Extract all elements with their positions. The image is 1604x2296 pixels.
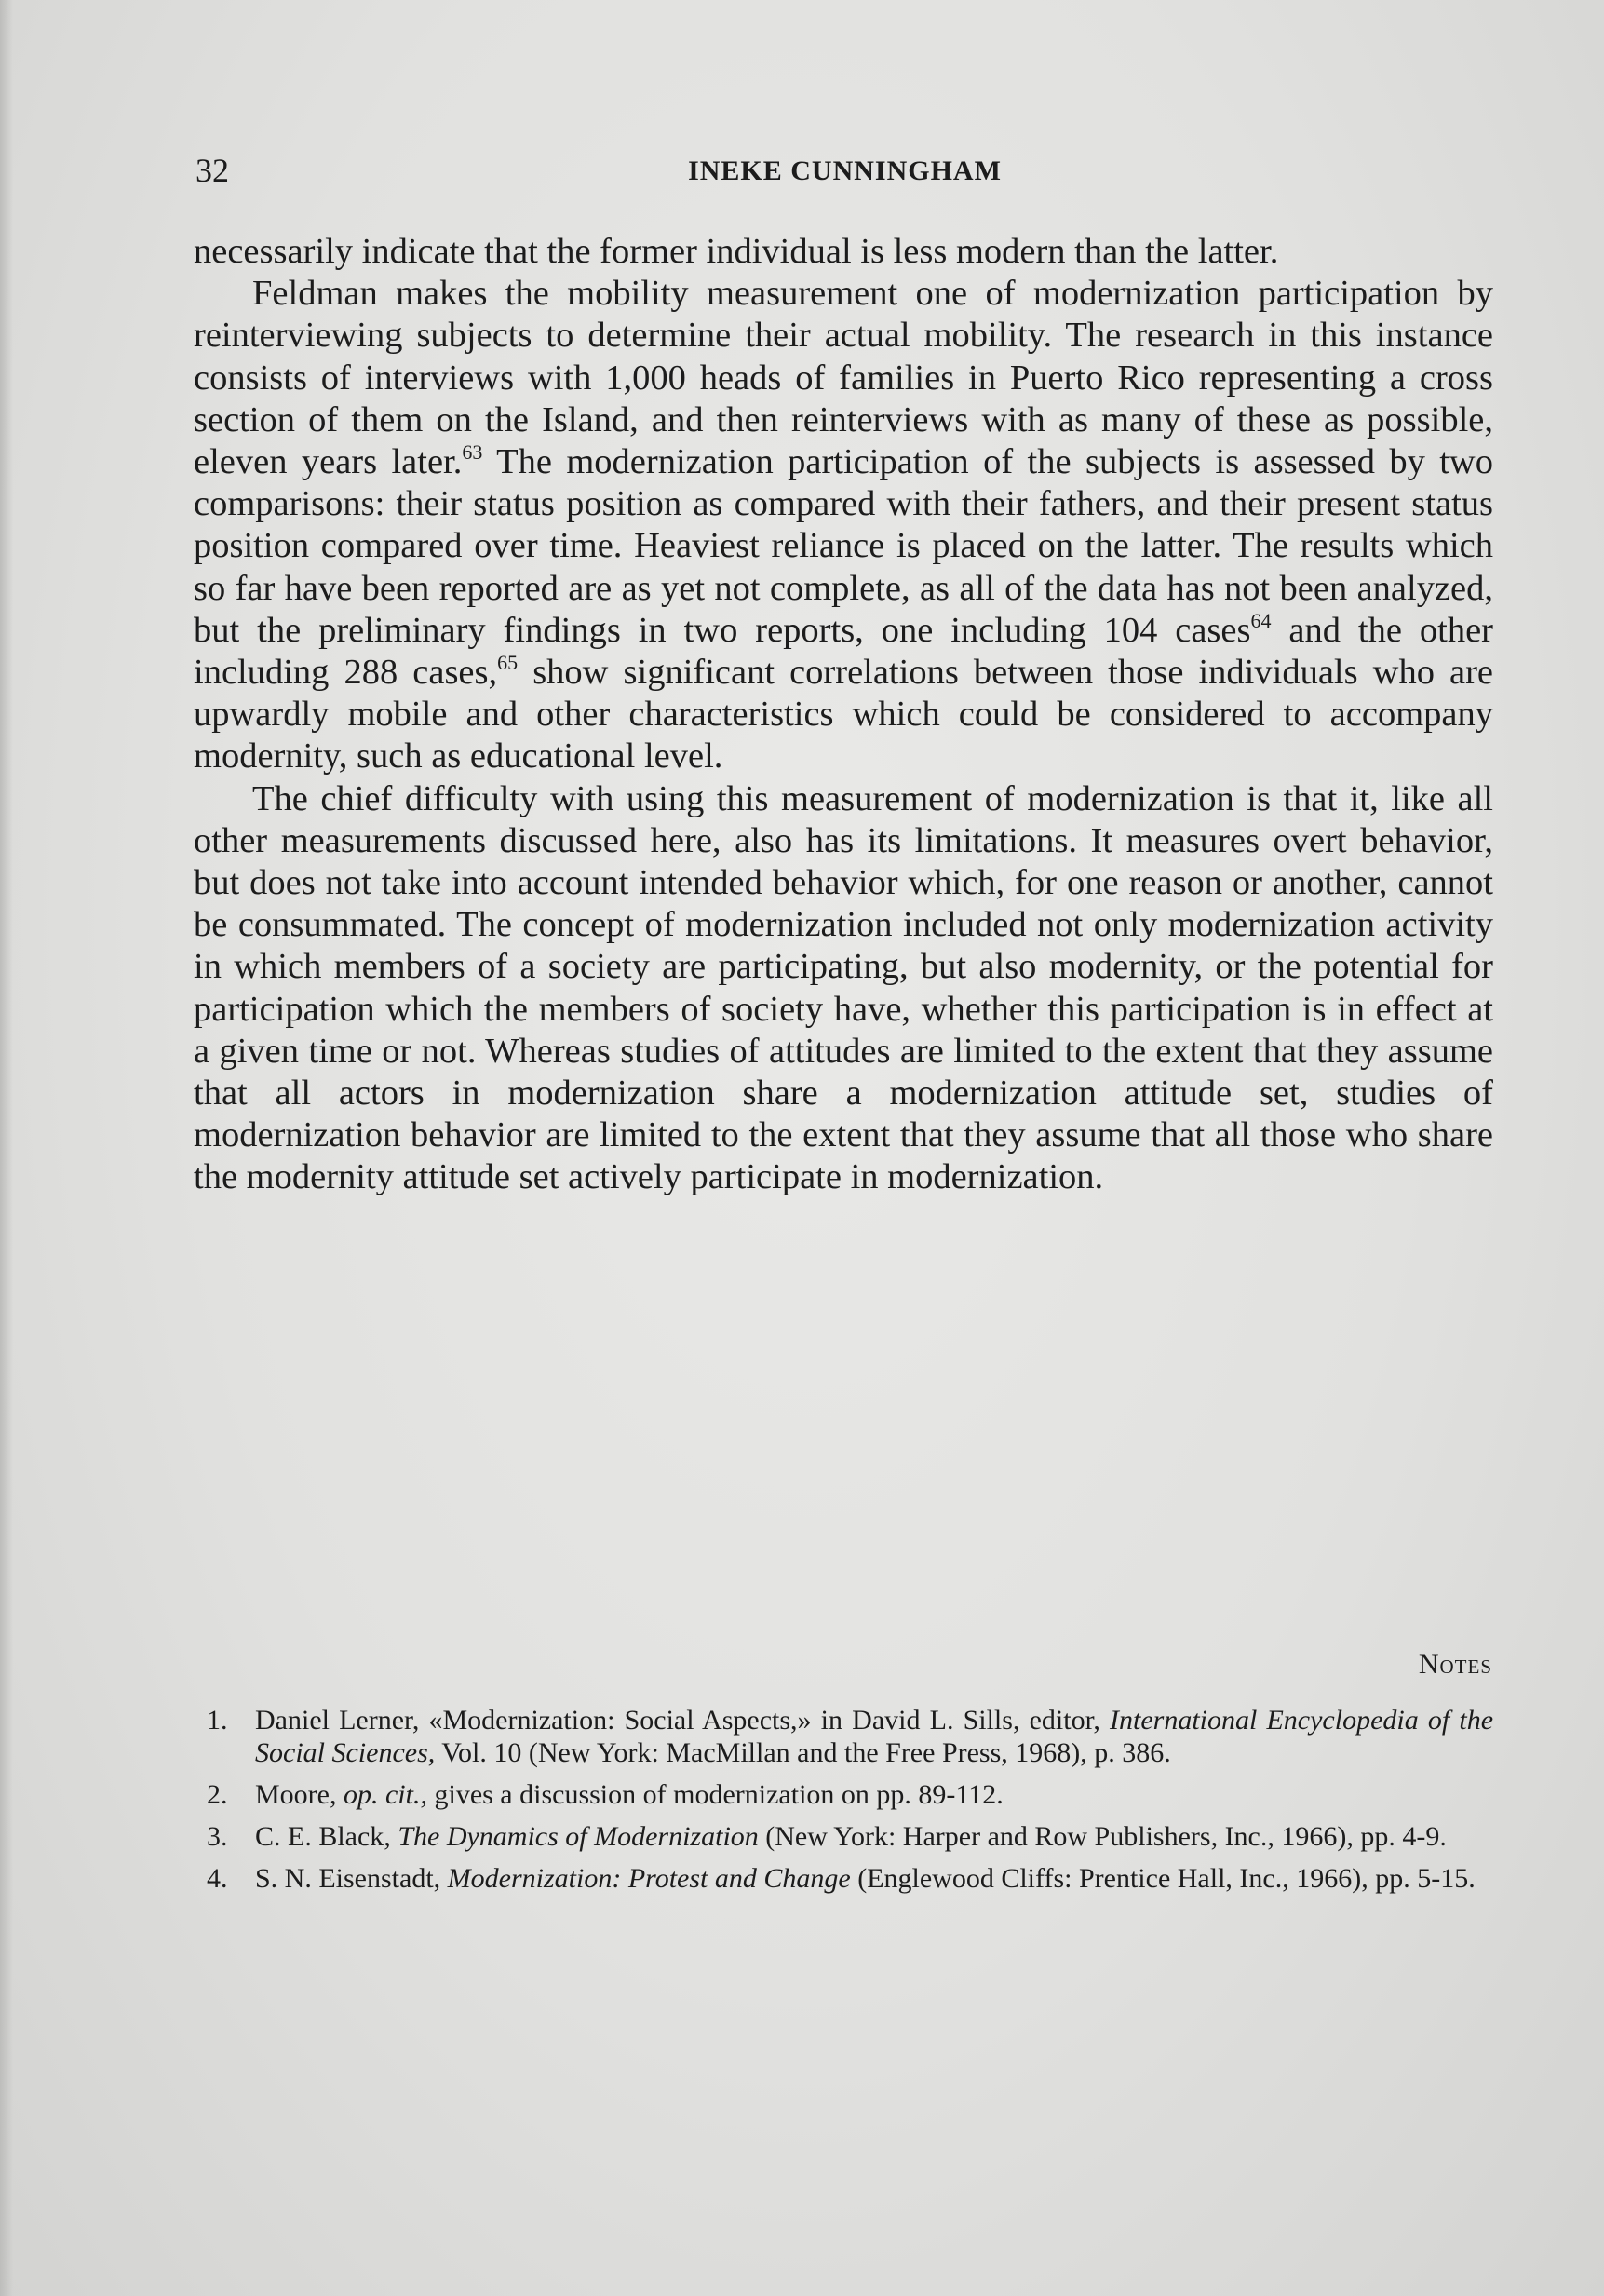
paragraph-2	[194, 273, 1493, 777]
page-number: 32	[195, 152, 229, 189]
note-number: 4.	[207, 1863, 228, 1894]
note-item	[194, 1778, 1493, 1811]
note-text: (New York: Harper and Row Publishers, Inc., 1966), pp. 4-9.	[758, 1821, 1447, 1852]
notes-heading: Notes	[1418, 1649, 1492, 1680]
footnote-ref-63: 63	[462, 440, 483, 465]
note-title: International Encyclopedia of the Social Sciences,	[255, 1705, 1494, 1768]
page-header	[195, 147, 1494, 194]
note-title: op. cit.,	[343, 1779, 427, 1810]
note-text: Vol. 10 (New York: MacMillan and the Free Press, 1968), p. 386.	[435, 1737, 1171, 1768]
note-text: Daniel Lerner, «Modernization: Social Aspects,» in David L. Sills, editor,	[255, 1705, 1111, 1736]
note-number: 2.	[207, 1779, 228, 1810]
note-text: (Englewood Cliffs: Prentice Hall, Inc., 1966), pp. 5-15.	[850, 1863, 1476, 1894]
note-number: 1.	[207, 1705, 228, 1736]
paragraph-3: The chief difficulty with using this measurement of modernization is that it, like all other measurements discussed here, also has its limitations. It measures overt behavior, but does not take into account intended behavior which, for one reason or another, cannot be consummated. The concept of modernization included not only modernization activity in which members of a society are participating, but also modernity, or the potential for participation which the members of society have, whether this participation is in effect at a given time or not. Whereas studies of attitudes are limited to the extent that they assume that all actors in modernization share a modernization attitude set, studies of modernization behavior are limited to the extent that they assume that all those who share the modernity attitude set actively participate in modernization.	[194, 778, 1493, 1197]
paragraph-1: necessarily indicate that the former individual is less modern than the latter.	[194, 232, 1279, 271]
footnote-ref-64: 64	[1250, 608, 1272, 632]
note-text: C. E. Black,	[255, 1821, 398, 1852]
paragraph-2-part-b: The modernization participation of the subjects is assessed by two comparisons: their status position as compared with their fathers, and their present status position compared over time. Heaviest reliance is placed on the latter. The results which so far have been reported are as yet not complete, as all of the data has not been analyzed, but the preliminary findings in two reports, one including 104 cases	[194, 442, 1493, 650]
note-text: gives a discussion of modernization on pp. 89-112.	[426, 1779, 1004, 1810]
note-text: Moore,	[255, 1779, 344, 1810]
note-title: Modernization: Protest and Change	[447, 1863, 851, 1894]
body-text	[194, 231, 1493, 1199]
note-item	[194, 1862, 1493, 1895]
running-head: INEKE CUNNINGHAM	[688, 155, 1002, 186]
note-title: The Dynamics of Modernization	[398, 1821, 759, 1852]
note-item	[194, 1820, 1493, 1853]
paragraph-2-part-a: Feldman makes the mobility measurement one of modernization participation by reinterviewing subjects to determine their actual mobility. The research in this instance consists of interviews with 1,000 heads of families in Puerto Rico representing a cross section of them on the Island, and then reinterviews with as many of these as possible, eleven years later.	[194, 274, 1493, 482]
paragraph-2-part-d: show significant correlations between those individuals who are upwardly mobile and other characteristics which could be considered to accompany modernity, such as educational level.	[194, 653, 1493, 777]
notes-list	[194, 1704, 1493, 1904]
footnote-ref-65: 65	[497, 651, 519, 675]
note-item	[194, 1704, 1493, 1769]
paragraph-2-part-c: and the other including 288 cases,	[194, 610, 1493, 693]
note-number: 3.	[207, 1821, 228, 1852]
note-text: S. N. Eisenstadt,	[255, 1863, 448, 1894]
